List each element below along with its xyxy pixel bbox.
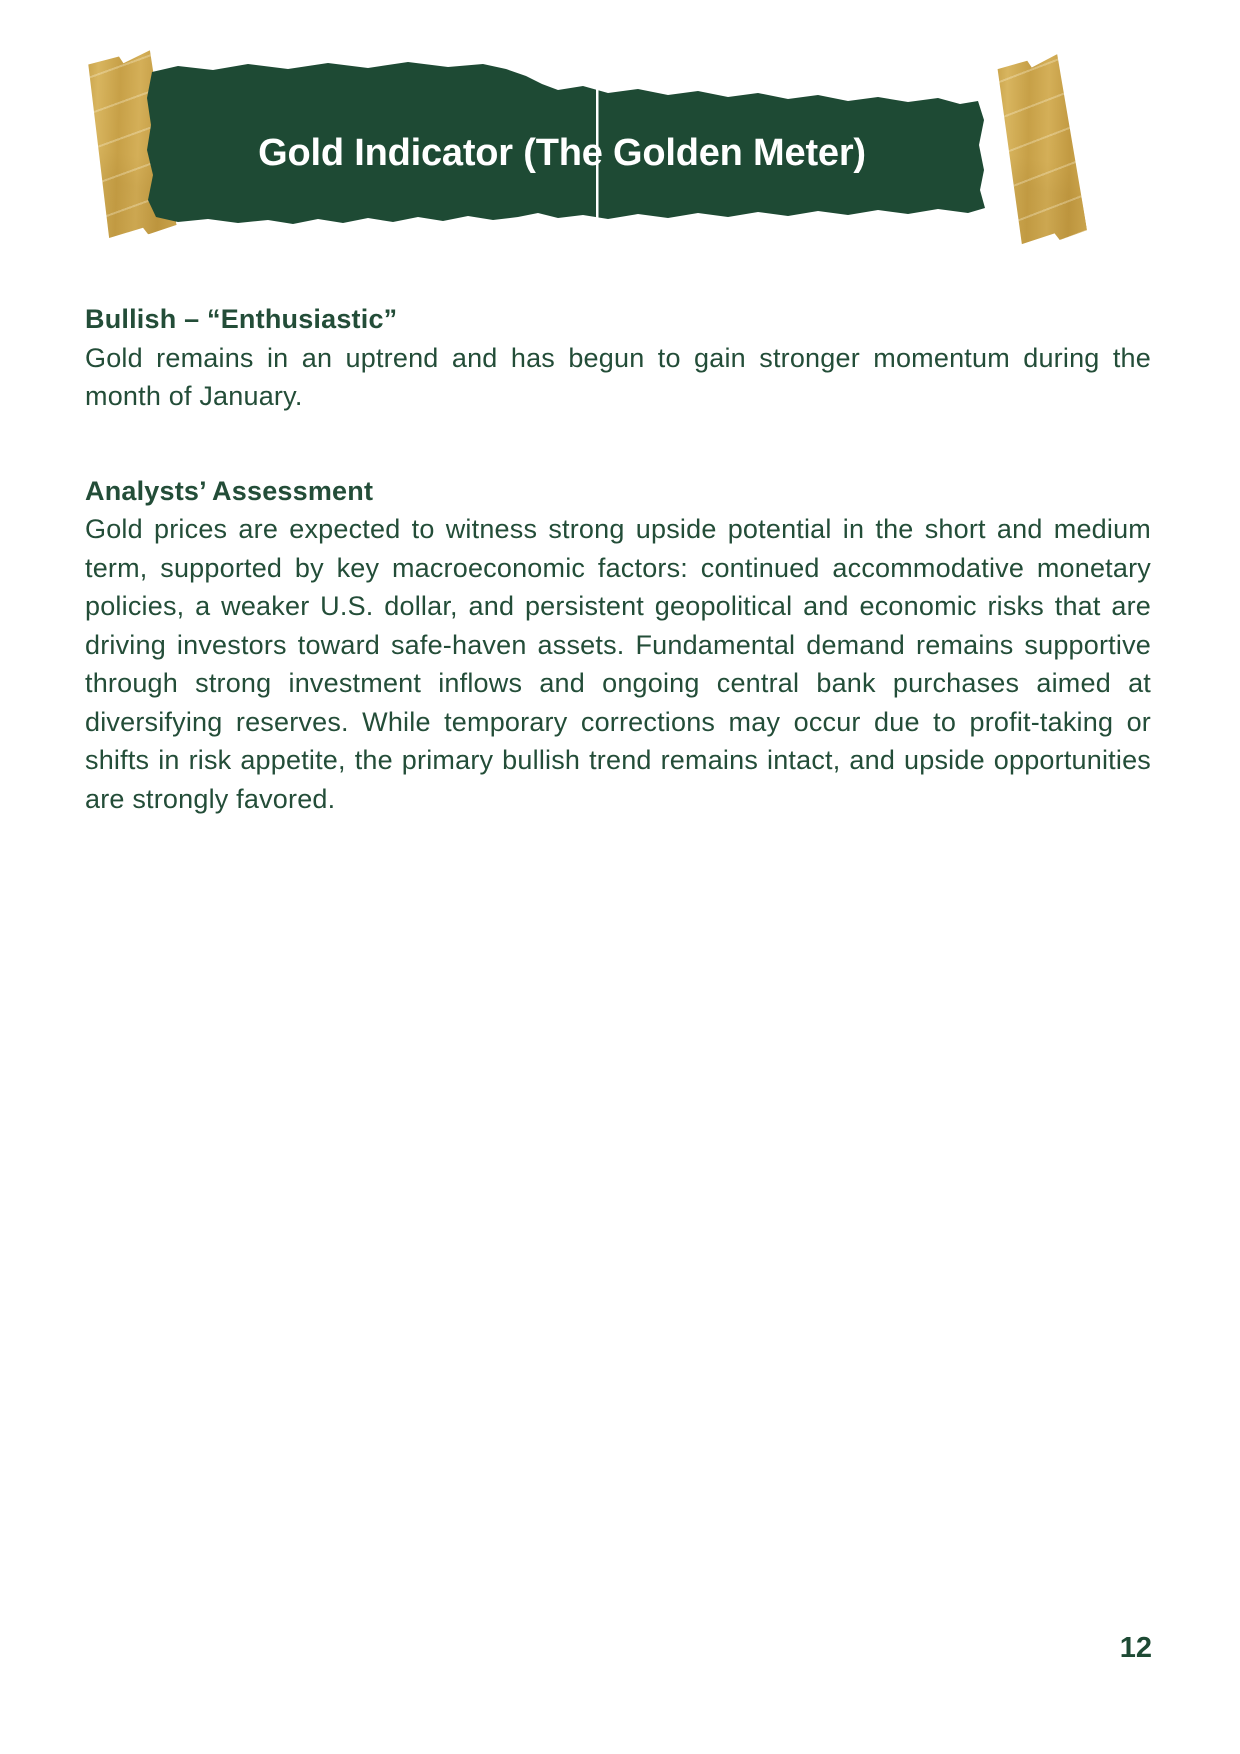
header-banner xyxy=(0,0,1240,260)
section-body-assessment: Gold prices are expected to witness strong upside potential in the short and medium term, supported by key macroeconomic factors: continued accommodative monetary policies, a weaker U.S. dollar, and persistent geopolitical and economic risks that are driving investors toward safe-haven assets. Fundamental demand remains supportive through strong investment inflows and ongoing central bank purchases aimed at diversifying reserves. While temporary corrections may occur due to profit-taking or shifts in risk appetite, the primary bullish trend remains intact, and upside opportunities are strongly favored. xyxy=(85,514,1151,814)
tape-right-icon xyxy=(992,54,1088,246)
section-heading-bullish: Bullish – “Enthusiastic” xyxy=(85,304,398,334)
section-heading-assessment: Analysts’ Assessment xyxy=(85,475,374,506)
section-body-bullish: Gold remains in an uptrend and has begun to gain stronger momentum during the month of January. xyxy=(85,342,1151,411)
report-body xyxy=(85,300,1151,818)
page-number: 12 xyxy=(1119,1632,1152,1664)
page-title: Gold Indicator (The Golden Meter) xyxy=(258,131,866,174)
